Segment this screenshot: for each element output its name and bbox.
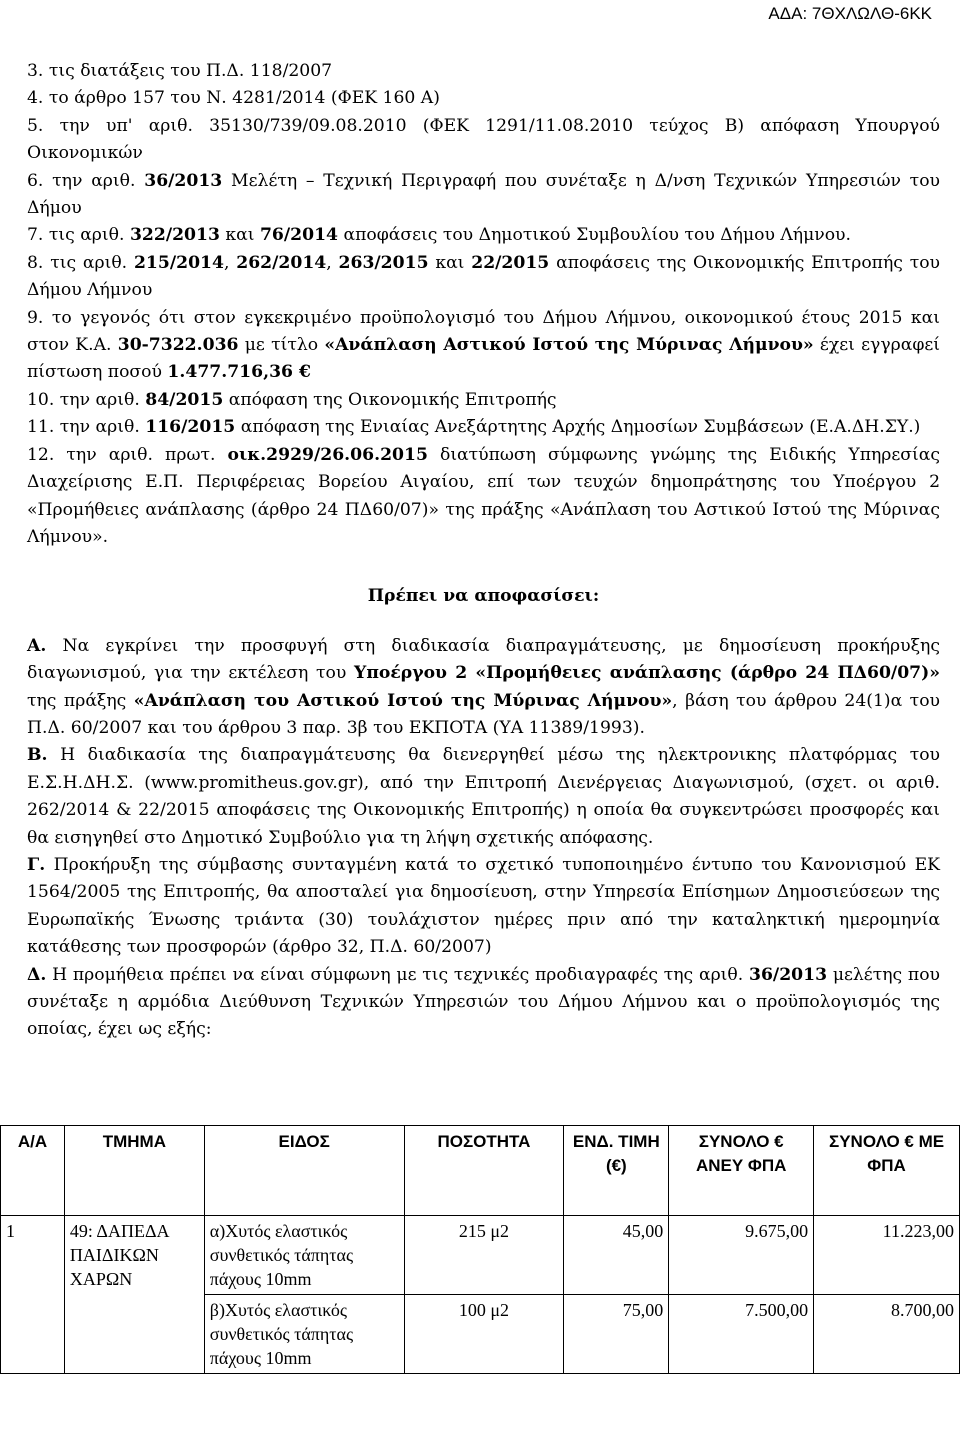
cell-total-net: 9.675,00 xyxy=(669,1216,814,1295)
col-header-aa: Α/Α xyxy=(1,1126,65,1216)
list-item-6: 6. την αριθ. 36/2013 Μελέτη – Τεχνική Περιγραφή που συνέταξε η Δ/νση Τεχνικών Υπηρεσιών του Δήμου xyxy=(27,170,940,219)
cell-total-net: 7.500,00 xyxy=(669,1295,814,1374)
ada-code: ΑΔΑ: 7ΘΧΛΩΛΘ-6ΚΚ xyxy=(768,4,932,23)
list-item-5: 5. την υπ' αριθ. 35130/739/09.08.2010 (ΦΕΚ 1291/11.08.2010 τεύχος Β) απόφαση Υπουργού Οικονομικών xyxy=(27,115,940,164)
cell-total-gross: 8.700,00 xyxy=(814,1295,960,1374)
list-item-7: 7. τις αριθ. 322/2013 και 76/2014 αποφάσεις του Δημοτικού Συμβουλίου του Δήμου Λήμνου. xyxy=(27,225,851,246)
list-item-8: 8. τις αριθ. 215/2014, 262/2014, 263/2015 και 22/2015 αποφάσεις της Οικονομικής Επιτροπής του Δήμου Λήμνου xyxy=(27,252,940,301)
cell-item: α)Χυτός ελαστικός συνθετικός τάπητας πάχους 10mm xyxy=(204,1216,404,1295)
cell-total-gross: 11.223,00 xyxy=(814,1216,960,1295)
list-item-11: 11. την αριθ. 116/2015 απόφαση της Ενιαίας Ανεξάρτητης Αρχής Δημοσίων Συμβάσεων (Ε.Α.ΔΗ.ΣΥ.) xyxy=(27,417,921,438)
list-item-12: 12. την αριθ. πρωτ. οικ.2929/26.06.2015 διατύπωση σύμφωνης γνώμης της Ειδικής Υπηρεσίας Διαχείρισης Ε.Π. Περιφέρειας Βορείου Αιγαίου, επί των τευχών δημοπράτησης του Υποέργου 2 «Προμήθειες ανάπλασης (άρθρο 24 ΠΔ60/07)» της πράξης «Ανάπλαση του Αστικού Ιστού της Μύρινας Λήμνου». xyxy=(27,444,941,547)
col-header-unit-price: ΕΝΔ. ΤΙΜΗ (€) xyxy=(564,1126,669,1216)
decision-g: Γ. Προκήρυξη της σύμβασης συνταγμένη κατά το σχετικό τυποποιημένο έντυπο του Κανονισμού ΕΚ 1564/2005 της Επιτροπής, θα αποσταλεί για δημοσίευση, στην Υπηρεσία Επίσημων Δημοσιεύσεων της Ευρωπαϊκής Ένωσης τριάντα (30) τουλάχιστον ημέρες πριν από την καταληκτική ημερομηνία κατάθεσης των προσφορών (άρθρο 32, Π.Δ. 60/2007) xyxy=(27,854,940,958)
decision-b: Β. Η διαδικασία της διαπραγμάτευσης θα διενεργηθεί μέσω της ηλεκτρονικης πλατφόρμας του Ε.Σ.Η.ΔΗ.Σ. (www.promitheus.gov.gr), από την Επιτροπή Διενέργειας Διαγωνισμού, (σχετ. οι αριθ. 262/2014 & 22/2015 αποφάσεις της Οικονομικής Επιτροπής) η οποία θα συγκεντρώσει προσφορές και θα εισηγηθεί στο Δημοτικό Συμβούλιο για τη λήψη σχετικής απόφασης. xyxy=(27,745,940,848)
cell-item: β)Χυτός ελαστικός συνθετικός τάπητας πάχους 10mm xyxy=(204,1295,404,1374)
list-item-3: 3. τις διατάξεις του Π.Δ. 118/2007 xyxy=(27,61,333,81)
budget-table xyxy=(0,1125,960,1374)
decision-a: Α. Να εγκρίνει την προσφυγή στη διαδικασία διαπραγμάτευσης, με δημοσίευση προκήρυξης διαγωνισμού, για την εκτέλεση του Υποέργου 2 «Προμήθειες ανάπλασης (άρθρο 24 ΠΔ60/07)» της πράξης «Ανάπλαση του Αστικού Ιστού της Μύρινας Λήμνου», βάση του άρθρου 24(1)α του Π.Δ. 60/2007 και του άρθρου 3 παρ. 3β του ΕΚΠΟΤΑ (ΥΑ 11389/1993). xyxy=(27,635,940,738)
cell-quantity: 100 μ2 xyxy=(404,1295,564,1374)
cell-unit-price: 75,00 xyxy=(564,1295,669,1374)
list-item-4: 4. το άρθρο 157 του Ν. 4281/2014 (ΦΕΚ 160 Α) xyxy=(27,88,440,109)
col-header-quantity: ΠΟΣΟΤΗΤΑ xyxy=(404,1126,564,1216)
col-header-item: ΕΙΔΟΣ xyxy=(204,1126,404,1216)
table-row xyxy=(1,1216,960,1295)
col-header-total-net: ΣΥΝΟΛΟ € ΑΝΕΥ ΦΠΑ xyxy=(669,1126,814,1216)
decision-heading: Πρέπει να αποφασίσει: xyxy=(367,586,600,607)
table-header-row xyxy=(1,1126,960,1216)
list-item-10: 10. την αριθ. 84/2015 απόφαση της Οικονομικής Επιτροπής xyxy=(27,389,557,410)
cell-quantity: 215 μ2 xyxy=(404,1216,564,1295)
cell-unit-price: 45,00 xyxy=(564,1216,669,1295)
cell-section: 49: ΔΑΠΕΔΑ ΠΑΙΔΙΚΩΝ ΧΑΡΩΝ xyxy=(64,1216,204,1374)
col-header-section: ΤΜΗΜΑ xyxy=(64,1126,204,1216)
col-header-total-gross: ΣΥΝΟΛΟ € ΜΕ ΦΠΑ xyxy=(814,1126,960,1216)
cell-aa: 1 xyxy=(1,1216,65,1374)
list-item-9: 9. το γεγονός ότι στον εγκεκριμένο προϋπολογισμό του Δήμου Λήμνου, οικονομικού έτους 2015 και στον Κ.Α. 30-7322.036 με τίτλο «Ανάπλαση Αστικού Ιστού της Μύρινας Λήμνου» έχει εγγραφεί πίστωση ποσού 1.477.716,36 € xyxy=(27,307,940,383)
decision-d: Δ. Η προμήθεια πρέπει να είναι σύμφωνη με τις τεχνικές προδιαγραφές της αριθ. 36/2013 μελέτης που συνέταξε η αρμόδια Διεύθυνση Τεχνικών Υπηρεσιών του Δήμου Λήμνου και ο προϋπολογισμός της οποίας, έχει ως εξής: xyxy=(27,964,940,1040)
document-body xyxy=(27,58,940,1044)
